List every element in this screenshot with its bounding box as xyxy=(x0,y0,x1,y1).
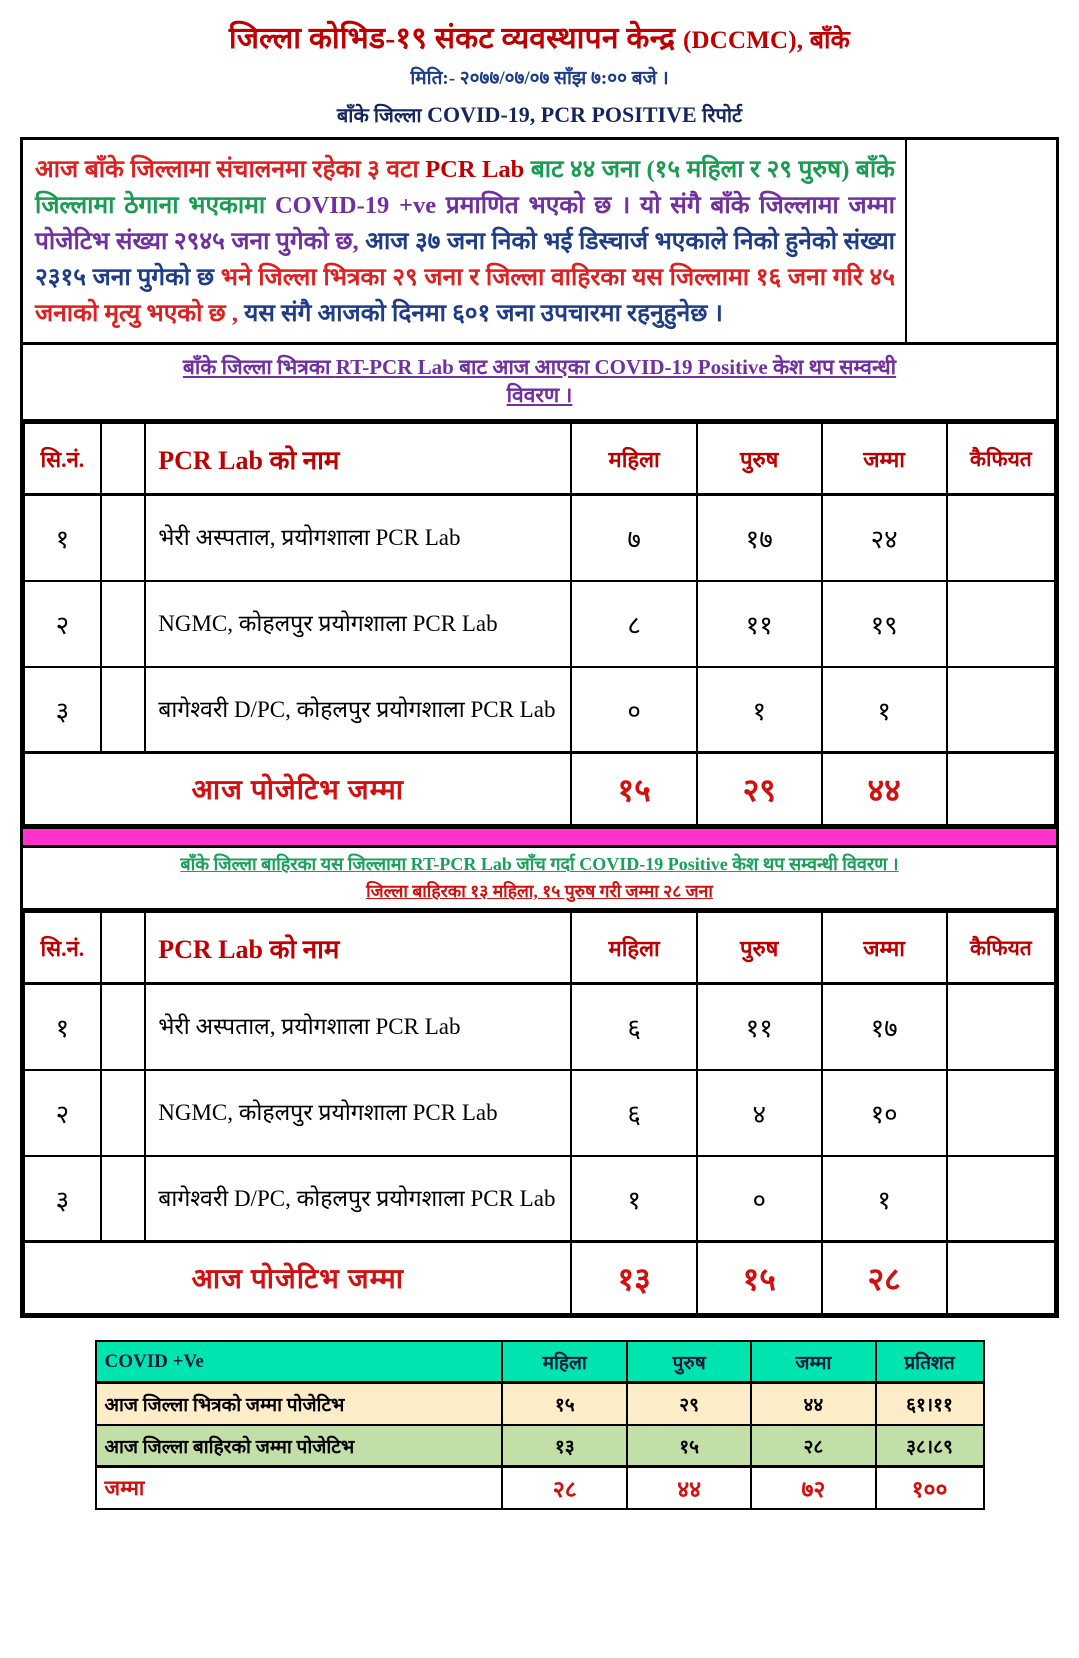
summary-row-inside xyxy=(96,1383,984,1425)
subtitle-district: बाँके जिल्ला xyxy=(336,104,422,127)
subtitle-report-word: रिपोर्ट xyxy=(702,104,743,127)
cell-remarks xyxy=(947,667,1055,753)
total-male: २९ xyxy=(697,753,822,825)
cell-labname: NGMC, कोहलपुर प्रयोगशाला PCR Lab xyxy=(145,581,571,667)
total-remarks xyxy=(947,1242,1055,1314)
total-label: आज पोजेटिभ जम्मा xyxy=(24,753,571,825)
inside-banner-covid: COVID-19 Positive xyxy=(594,354,768,379)
outside-district-banner xyxy=(23,848,1056,911)
col-header-male: पुरुष xyxy=(697,423,822,495)
table-row xyxy=(24,984,1055,1070)
summary-male: २९ xyxy=(627,1383,751,1425)
outside-banner-line2: जिल्ला बाहिरका १३ महिला, १५ पुरुष गरी जम्मा २८ जना xyxy=(366,880,713,901)
outside-banner-a: बाँके जिल्ला बाहिरका यस जिल्लामा xyxy=(180,853,411,874)
para-seg-6: आज ३७ जना निको भई डिस्चार्ज भएकाले निको हुनेको संख्या २३१५ जना पुगेको छ xyxy=(35,227,896,291)
col-header-remarks: कैफियत xyxy=(947,912,1055,984)
total-label: आज पोजेटिभ जम्मा xyxy=(24,1242,571,1314)
cell-spacer xyxy=(101,984,145,1070)
cell-male: ११ xyxy=(697,581,822,667)
total-total: २८ xyxy=(822,1242,947,1314)
cell-remarks xyxy=(947,1070,1055,1156)
total-remarks xyxy=(947,753,1055,825)
para-seg-lab: PCR Lab xyxy=(425,155,525,183)
inside-banner-a: बाँके जिल्ला भित्रका xyxy=(182,354,336,379)
cell-female: १ xyxy=(571,1156,696,1242)
summary-table-wrap xyxy=(0,1318,1079,1510)
summary-total: ४४ xyxy=(751,1383,875,1425)
outside-banner-c: जाँच गर्दा xyxy=(511,853,580,874)
col-header-spacer xyxy=(101,423,145,495)
cell-female: ६ xyxy=(571,984,696,1070)
summary-col-total: जम्मा xyxy=(751,1341,875,1383)
labname-np: को नाम xyxy=(262,934,340,964)
outside-banner-rtpcr: RT-PCR Lab xyxy=(410,853,512,874)
report-frame xyxy=(20,137,1059,1318)
cell-remarks xyxy=(947,984,1055,1070)
cell-labname: NGMC, कोहलपुर प्रयोगशाला PCR Lab xyxy=(145,1070,571,1156)
cell-spacer xyxy=(101,495,145,581)
summary-col-percent: प्रतिशत xyxy=(876,1341,984,1383)
para-seg-5: प्रमाणित भएको छ । यो संगै बाँके जिल्लामा जम्मा पोजेटिभ संख्या २९४५ जना पुगेको छ, xyxy=(35,191,895,255)
table-row xyxy=(24,495,1055,581)
cell-labname: बागेश्वरी D/PC, कोहलपुर प्रयोगशाला PCR Lab xyxy=(145,667,571,753)
col-header-male: पुरुष xyxy=(697,912,822,984)
cell-labname: भेरी अस्पताल, प्रयोगशाला PCR Lab xyxy=(145,495,571,581)
cell-female: ७ xyxy=(571,495,696,581)
cell-remarks xyxy=(947,1156,1055,1242)
labname-np: को नाम xyxy=(262,445,340,475)
table-row xyxy=(24,1070,1055,1156)
para-seg-8: यस संगै आजको दिनमा ६०१ जना उपचारमा रहनुहुनेछ । xyxy=(244,299,723,327)
total-male: १५ xyxy=(697,1242,822,1314)
outside-banner-e: केश थप सम्वन्धी विवरण । xyxy=(727,853,899,874)
labname-en: PCR Lab xyxy=(158,445,263,475)
inside-district-table xyxy=(23,422,1056,826)
cell-male: ४ xyxy=(697,1070,822,1156)
cell-male: ११ xyxy=(697,984,822,1070)
summary-paragraph-row xyxy=(23,140,1056,345)
summary-row-outside xyxy=(96,1425,984,1467)
page-title xyxy=(0,22,1079,57)
cell-sn: २ xyxy=(24,1070,101,1156)
summary-male: ४४ xyxy=(627,1467,751,1509)
cell-sn: ३ xyxy=(24,1156,101,1242)
col-header-total: जम्मा xyxy=(822,912,947,984)
summary-row-grand-total xyxy=(96,1467,984,1509)
summary-label: आज जिल्ला भित्रको जम्मा पोजेटिभ xyxy=(96,1383,503,1425)
cell-total: १ xyxy=(822,1156,947,1242)
inside-banner-line2: विवरण । xyxy=(506,382,573,407)
summary-percent: १०० xyxy=(876,1467,984,1509)
document-header xyxy=(0,0,1079,128)
cell-female: ८ xyxy=(571,581,696,667)
cell-male: १७ xyxy=(697,495,822,581)
cell-remarks xyxy=(947,495,1055,581)
cell-total: २४ xyxy=(822,495,947,581)
summary-col-female: महिला xyxy=(502,1341,627,1383)
col-header-sn: सि.नं. xyxy=(24,912,101,984)
cell-sn: १ xyxy=(24,495,101,581)
col-header-female: महिला xyxy=(571,423,696,495)
col-header-spacer xyxy=(101,912,145,984)
summary-female: १३ xyxy=(502,1425,627,1467)
summary-total: २८ xyxy=(751,1425,875,1467)
table-row xyxy=(24,581,1055,667)
total-total: ४४ xyxy=(822,753,947,825)
summary-header-row xyxy=(96,1341,984,1383)
para-seg-3: बाट ४४ जना (१५ महिला र २९ पुरुष) बाँके जिल्लामा ठेगाना भएकामा xyxy=(35,155,895,219)
col-header-remarks: कैफियत xyxy=(947,423,1055,495)
cell-total: १९ xyxy=(822,581,947,667)
cell-sn: २ xyxy=(24,581,101,667)
cell-spacer xyxy=(101,1156,145,1242)
labname-en: PCR Lab xyxy=(158,934,263,964)
summary-percent: ३८।८९ xyxy=(876,1425,984,1467)
cell-male: ० xyxy=(697,1156,822,1242)
table-total-row xyxy=(24,753,1055,825)
cell-female: ० xyxy=(571,667,696,753)
title-dccmc: (DCCMC), बाँके xyxy=(682,27,851,54)
para-seg-covid: COVID-19 +ve xyxy=(274,191,437,219)
total-female: १५ xyxy=(571,753,696,825)
summary-paragraph xyxy=(23,140,907,342)
cell-female: ६ xyxy=(571,1070,696,1156)
summary-female: १५ xyxy=(502,1383,627,1425)
cell-labname: भेरी अस्पताल, प्रयोगशाला PCR Lab xyxy=(145,984,571,1070)
summary-percent: ६१।११ xyxy=(876,1383,984,1425)
subtitle-english: COVID-19, PCR POSITIVE xyxy=(427,101,697,127)
table-header-row xyxy=(24,423,1055,495)
cell-total: १० xyxy=(822,1070,947,1156)
report-date: मिति:- २०७७/०७/०७ साँझ ७:०० बजे । xyxy=(410,67,669,89)
cell-total: १७ xyxy=(822,984,947,1070)
outside-banner-line1 xyxy=(33,852,1046,876)
cell-spacer xyxy=(101,581,145,667)
cell-spacer xyxy=(101,667,145,753)
para-seg-7: भने जिल्ला भित्रका २९ जना र जिल्ला वाहिरका यस जिल्लामा १६ जना गरि ४५ जनाको मृत्यु भएको छ , xyxy=(35,263,895,327)
inside-district-banner xyxy=(23,345,1056,422)
inside-banner-e: केश थप सम्वन्धी xyxy=(767,354,897,379)
summary-total: ७२ xyxy=(751,1467,875,1509)
summary-female: २८ xyxy=(502,1467,627,1509)
col-header-labname xyxy=(145,423,571,495)
para-seg-1: आज बाँके जिल्लामा संचालनमा रहेका ३ वटा xyxy=(35,155,426,183)
table-row xyxy=(24,1156,1055,1242)
paragraph-side-cell xyxy=(907,140,1056,342)
table-total-row xyxy=(24,1242,1055,1314)
cell-spacer xyxy=(101,1070,145,1156)
summary-label: जम्मा xyxy=(96,1467,503,1509)
col-header-female: महिला xyxy=(571,912,696,984)
col-header-labname xyxy=(145,912,571,984)
covid-summary-table xyxy=(95,1340,985,1510)
col-header-sn: सि.नं. xyxy=(24,423,101,495)
cell-sn: १ xyxy=(24,984,101,1070)
cell-labname: बागेश्वरी D/PC, कोहलपुर प्रयोगशाला PCR Lab xyxy=(145,1156,571,1242)
cell-male: १ xyxy=(697,667,822,753)
total-female: १३ xyxy=(571,1242,696,1314)
cell-remarks xyxy=(947,581,1055,667)
outside-district-table xyxy=(23,911,1056,1315)
cell-total: १ xyxy=(822,667,947,753)
summary-col-label: COVID +Ve xyxy=(96,1341,503,1383)
summary-col-male: पुरुष xyxy=(627,1341,751,1383)
inside-banner-rtpcr: RT-PCR Lab xyxy=(335,354,454,379)
table-row xyxy=(24,667,1055,753)
cell-sn: ३ xyxy=(24,667,101,753)
outside-banner-covid: COVID-19 Positive xyxy=(579,853,728,874)
title-main: जिल्ला कोभिड-१९ संकट व्यवस्थापन केन्द्र xyxy=(228,22,676,55)
table-header-row xyxy=(24,912,1055,984)
summary-male: १५ xyxy=(627,1425,751,1467)
report-subtitle xyxy=(0,101,1079,128)
inside-banner-line1 xyxy=(39,353,1040,381)
inside-banner-c: बाट आज आएका xyxy=(453,354,595,379)
magenta-divider xyxy=(23,826,1056,848)
summary-label: आज जिल्ला बाहिरको जम्मा पोजेटिभ xyxy=(96,1425,503,1467)
col-header-total: जम्मा xyxy=(822,423,947,495)
